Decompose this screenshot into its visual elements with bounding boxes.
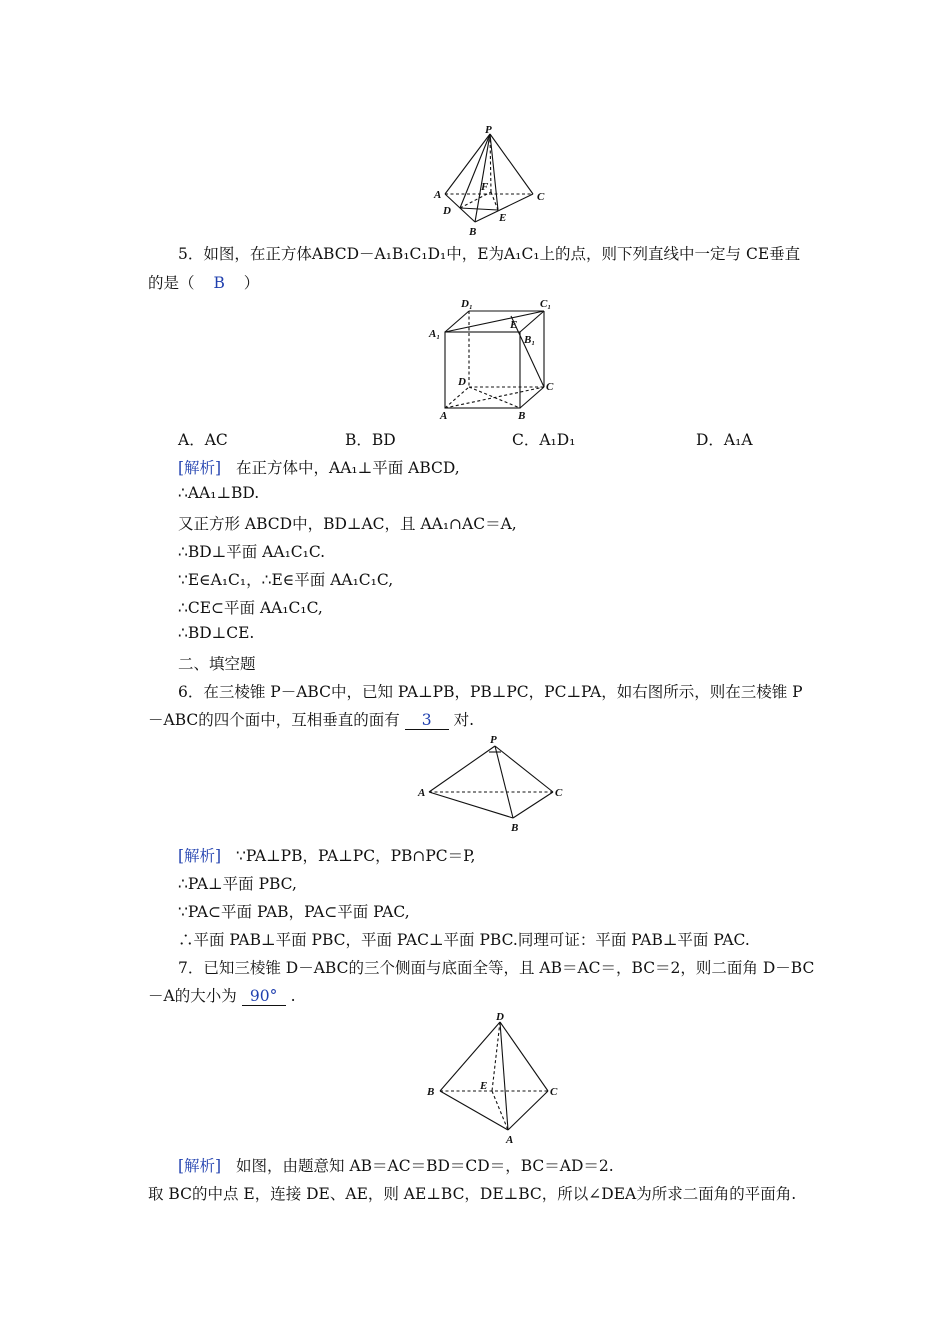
q5-solution-line-3: ∴BD⊥平面 AA₁C₁C.	[178, 543, 326, 561]
label-e: E	[499, 212, 507, 224]
q5-solution-line-6: ∴BD⊥CE.	[178, 624, 255, 642]
q6-line2	[148, 708, 474, 730]
q5-solution-line-0: 在正方体中，AA₁⊥平面 ABCD,	[236, 459, 460, 477]
q6-line1: 6．在三棱锥 P－ABC中，已知 PA⊥PB，PB⊥PC，PC⊥PA，如右图所示，则在三棱锥 P	[178, 683, 803, 701]
cube-label-c1: C₁	[540, 298, 552, 310]
cube-label-d: D	[458, 376, 466, 388]
q7-solution-line-0: 如图，由题意知 AB＝AC＝BD＝CD＝，BC＝AD＝2.	[236, 1157, 614, 1175]
q5-solution-line-2: 又正方形 ABCD中，BD⊥AC，且 AA₁∩AC＝A,	[178, 515, 517, 533]
tetra-p-label-b: B	[511, 822, 519, 834]
q5-option-c: C．A₁D₁	[512, 431, 576, 449]
figure-tetra-d	[420, 1012, 580, 1146]
tetra-d-label-a: A	[506, 1134, 514, 1146]
q6-solution-label: [解析]	[178, 847, 222, 865]
label-b: B	[469, 226, 477, 238]
q7-solution-first	[178, 1154, 614, 1176]
q5-answer: B	[213, 274, 225, 292]
q5-solution-line-4: ∵E∈A₁C₁，∴E∈平面 AA₁C₁C,	[178, 571, 394, 589]
q5-line2	[148, 271, 259, 293]
q7-solution-label: [解析]	[178, 1157, 222, 1175]
q5-line2-prefix: 的是（	[148, 274, 195, 292]
tetra-d-label-c: C	[550, 1086, 558, 1098]
q5-option-a: A．AC	[178, 431, 228, 449]
q7-line2	[148, 984, 296, 1006]
cube-label-a1: A₁	[429, 328, 441, 340]
q6-solution-line-3: ∴平面 PAB⊥平面 PBC，平面 PAC⊥平面 PBC.同理可证：平面 PAB⊥平面 PAC.	[178, 931, 750, 949]
q5-line1: 5．如图，在正方体ABCD－A₁B₁C₁D₁中，E为A₁C₁上的点，则下列直线中一定与 CE垂直	[178, 245, 801, 263]
q6-solution-first	[178, 844, 475, 866]
q6-solution-line-2: ∵PA⊂平面 PAB，PA⊂平面 PAC,	[178, 903, 410, 921]
q5-solution-label: [解析]	[178, 459, 222, 477]
cube-label-e: E	[510, 319, 518, 331]
q6-answer: 3	[405, 711, 449, 730]
q7-line1: 7．已知三棱锥 D－ABC的三个侧面与底面全等，且 AB＝AC＝，BC＝2，则二面角 D－BC	[178, 959, 815, 977]
q5-option-b: B．BD	[345, 431, 396, 449]
figure-pyramid-top	[425, 122, 555, 240]
figure-tetra-p	[415, 732, 575, 836]
cube-label-c: C	[546, 381, 554, 393]
q7-solution-line-1: 取 BC的中点 E，连接 DE、AE，则 AE⊥BC，DE⊥BC，所以∠DEA为所求二面角的平面角.	[148, 1185, 797, 1203]
label-a: A	[434, 189, 442, 201]
tetra-p-label-a: A	[418, 787, 426, 799]
cube-label-b: B	[518, 410, 526, 422]
tetra-p-label-c: C	[555, 787, 563, 799]
label-c: C	[537, 191, 545, 203]
q6-line2-prefix: －ABC的四个面中，互相垂直的面有	[148, 711, 400, 729]
cube-label-d1: D₁	[461, 298, 473, 310]
cube-label-a: A	[440, 410, 448, 422]
tetra-d-label-b: B	[427, 1086, 435, 1098]
q5-solution-line-1: ∴AA₁⊥BD.	[178, 484, 260, 502]
label-d: D	[443, 205, 451, 217]
q7-answer: 90°	[242, 987, 286, 1006]
label-f: F	[481, 181, 489, 193]
q7-line2-prefix: －A的大小为	[148, 987, 237, 1005]
q5-option-d: D．A₁A	[696, 431, 753, 449]
q7-line2-suffix: .	[290, 987, 296, 1005]
tetra-p-label-p: P	[490, 734, 497, 746]
tetra-d-label-d: D	[496, 1012, 504, 1023]
q6-solution-line-0: ∵PA⊥PB，PA⊥PC，PB∩PC＝P,	[236, 847, 476, 865]
figure-cube	[425, 295, 565, 423]
q5-line2-suffix: ）	[243, 274, 260, 292]
cube-label-b1: B₁	[524, 334, 536, 346]
section-heading: 二、填空题	[178, 655, 256, 673]
q5-solution-line-5: ∴CE⊂平面 AA₁C₁C,	[178, 599, 323, 617]
q5-solution-first	[178, 456, 460, 478]
q6-line2-suffix: 对.	[453, 711, 475, 729]
q6-solution-line-1: ∴PA⊥平面 PBC,	[178, 875, 297, 893]
label-p: P	[485, 124, 492, 136]
tetra-d-label-e: E	[480, 1080, 488, 1092]
